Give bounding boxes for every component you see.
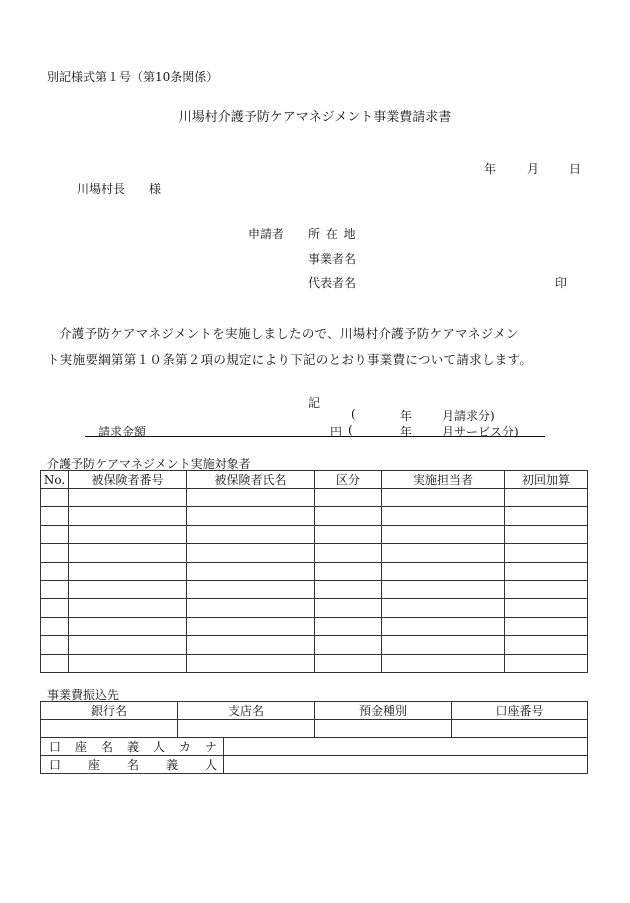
table-row [41,636,588,654]
table-cell[interactable] [315,654,382,672]
table-cell[interactable] [315,580,382,598]
date-day-label: 日 [569,162,582,176]
form-number: 別記様式第１号（第10条関係） [47,70,219,84]
request-statement [47,321,597,373]
table-cell[interactable] [41,654,69,672]
account-name-label-char: 口 [49,758,62,772]
table-cell[interactable] [382,544,505,562]
account-kana-label [41,738,224,756]
bank-name-header: 銀行名 [41,702,178,720]
request-month-label: 月請求分) [442,409,495,423]
table-cell[interactable] [41,489,69,507]
addressee: 川場村長 様 [77,182,162,196]
table-cell[interactable] [315,636,382,654]
statement-line-1: 介護予防ケアマネジメントを実施しましたので、川場村介護予防ケアマネジメン [59,326,519,341]
amount-label: 請求金額 [98,425,147,439]
statement-line-2: ト実施要綱第第１０条第２項の規定により下記のとおり事業費について請求します。 [47,352,533,367]
table-cell[interactable] [187,562,315,580]
table-row [41,654,588,672]
column-header: 実施担当者 [382,471,505,489]
account-name-label-char: 座 [87,758,100,772]
paren-open-2: ( [348,423,353,437]
table-cell[interactable] [315,507,382,525]
table-cell[interactable] [315,525,382,543]
table-cell[interactable] [69,580,187,598]
column-header: No. [41,471,69,489]
account-kana-label-char: 義 [126,740,139,754]
table-row [41,525,588,543]
table-cell[interactable] [187,580,315,598]
table-cell[interactable] [382,580,505,598]
table-cell[interactable] [69,562,187,580]
table-cell[interactable] [187,617,315,635]
table-row [41,617,588,635]
targets-table [40,470,588,673]
request-year-label: 年 [400,409,413,423]
table-cell[interactable] [315,599,382,617]
table-cell[interactable] [41,636,69,654]
ki-mark: 記 [308,396,321,410]
address-label: 所 在 地 [308,227,357,241]
amount-underline [85,436,545,437]
column-header: 区分 [315,471,382,489]
table-cell[interactable] [69,525,187,543]
table-cell[interactable] [41,617,69,635]
table-cell[interactable] [41,580,69,598]
table-cell[interactable] [382,654,505,672]
table-cell[interactable] [505,580,588,598]
business-name-label: 事業者名 [308,252,357,266]
representative-label: 代表者名 [308,276,357,290]
table-cell[interactable] [382,489,505,507]
paren-open-1: ( [351,407,356,421]
table-cell[interactable] [382,599,505,617]
table-cell[interactable] [187,507,315,525]
table-cell[interactable] [315,562,382,580]
column-header: 被保険者番号 [69,471,187,489]
table-cell[interactable] [382,525,505,543]
table-cell[interactable] [505,562,588,580]
table-cell[interactable] [187,544,315,562]
table-cell[interactable] [69,654,187,672]
account-kana-label-char: 人 [152,740,165,754]
targets-heading: 介護予防ケアマネジメント実施対象者 [47,457,251,471]
bank-name-field[interactable] [41,720,178,738]
bank-header-row [41,702,588,720]
table-cell[interactable] [69,507,187,525]
table-cell[interactable] [41,507,69,525]
table-row [41,599,588,617]
table-cell[interactable] [382,636,505,654]
table-cell[interactable] [382,507,505,525]
table-cell[interactable] [69,544,187,562]
table-row [41,507,588,525]
seal-mark: 印 [555,276,568,290]
table-cell[interactable] [505,489,588,507]
table-cell[interactable] [69,636,187,654]
table-cell[interactable] [505,617,588,635]
account-name-field[interactable] [224,756,588,774]
date-month-label: 月 [527,162,540,176]
applicant-label: 申請者 [248,227,285,241]
account-kana-field[interactable] [224,738,588,756]
bank-values-row [41,720,588,738]
deposit-type-header: 預金種別 [315,702,452,720]
table-cell[interactable] [505,544,588,562]
branch-name-header: 支店名 [178,702,315,720]
account-kana-label-char: 口 [49,740,62,754]
account-kana-row [41,738,588,756]
table-cell[interactable] [187,636,315,654]
table-cell[interactable] [505,636,588,654]
yen-label: 円 [330,425,343,439]
account-kana-label-char: 座 [74,740,87,754]
table-cell[interactable] [41,525,69,543]
account-number-field[interactable] [452,720,588,738]
account-kana-label-char: 名 [100,740,113,754]
account-kana-label-char: カ [178,740,191,754]
table-cell[interactable] [505,507,588,525]
account-name-label-char: 名 [126,758,139,772]
table-cell[interactable] [315,617,382,635]
service-year-label: 年 [400,425,413,439]
branch-name-field[interactable] [178,720,315,738]
targets-body [41,489,588,673]
column-header: 被保険者氏名 [187,471,315,489]
table-cell[interactable] [69,617,187,635]
table-cell[interactable] [187,599,315,617]
account-name-label-char: 義 [165,758,178,772]
service-month-label: 月サービス分) [442,425,519,439]
table-row [41,544,588,562]
account-holder-table [40,737,588,774]
table-cell[interactable] [505,599,588,617]
table-row [41,489,588,507]
table-row [41,562,588,580]
table-row [41,580,588,598]
table-cell[interactable] [41,599,69,617]
table-cell[interactable] [505,654,588,672]
document-title: 川場村介護予防ケアマネジメント事業費請求書 [178,110,452,125]
table-cell[interactable] [187,525,315,543]
table-cell[interactable] [69,489,187,507]
table-cell[interactable] [315,489,382,507]
table-cell[interactable] [315,544,382,562]
bank-table [40,701,588,738]
deposit-type-field[interactable] [315,720,452,738]
table-cell[interactable] [187,654,315,672]
date-year-label: 年 [484,162,497,176]
account-name-label [41,756,224,774]
bank-heading: 事業費振込先 [47,688,120,702]
account-number-header: 口座番号 [452,702,588,720]
table-cell[interactable] [69,599,187,617]
table-cell[interactable] [382,617,505,635]
column-header: 初回加算 [505,471,588,489]
account-kana-label-char: ナ [204,740,217,754]
table-cell[interactable] [187,489,315,507]
account-name-label-char: 人 [204,758,217,772]
table-cell[interactable] [41,544,69,562]
table-cell[interactable] [505,525,588,543]
targets-header-row [41,471,588,489]
table-cell[interactable] [382,562,505,580]
account-name-row [41,756,588,774]
table-cell[interactable] [41,562,69,580]
